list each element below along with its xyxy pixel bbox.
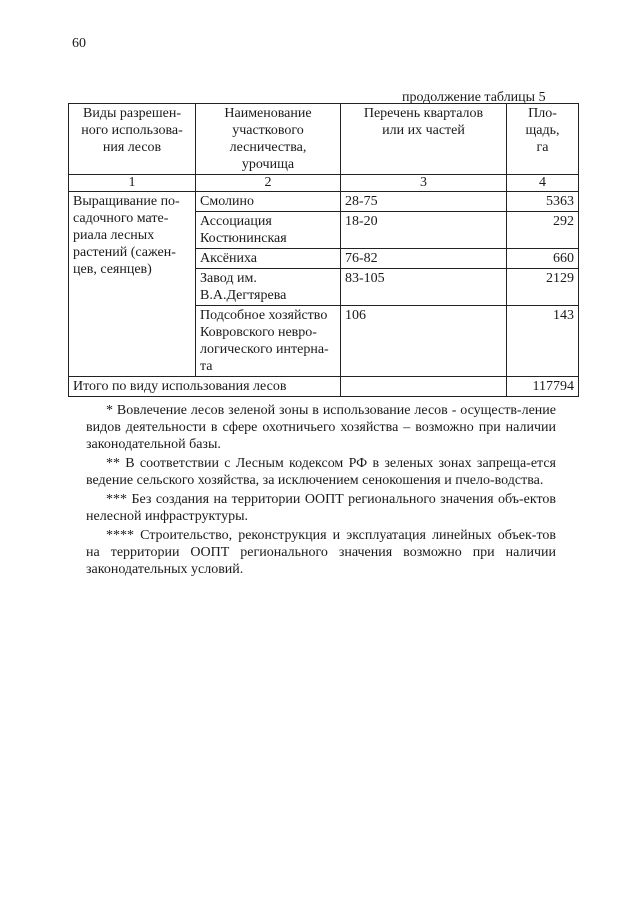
- quarters: 106: [341, 306, 507, 377]
- forestry-name: Завод им. В.А.Дегтярева: [196, 269, 341, 306]
- use-type-cell: Выращивание по- садочного мате- риала лесных растений (сажен- цев, сеянцев): [69, 192, 196, 377]
- quarters: 18-20: [341, 212, 507, 249]
- footnotes: [86, 402, 556, 580]
- column-number: 1: [69, 175, 196, 192]
- page-number: 60: [72, 36, 86, 51]
- forestry-name: Аксёниха: [196, 249, 341, 269]
- total-quarters-empty: [341, 377, 507, 397]
- quarters: 28-75: [341, 192, 507, 212]
- area: 143: [507, 306, 579, 377]
- footnote: **** Строительство, реконструкция и эксплуатация линейных объек-тов на территории ООПТ регионального значения возможно при наличии законодательных условий.: [86, 528, 556, 577]
- column-number: 2: [196, 175, 341, 192]
- header-quarters: Перечень кварталов или их частей: [341, 104, 507, 175]
- area: 5363: [507, 192, 579, 212]
- quarters: 83-105: [341, 269, 507, 306]
- table-header-row: [69, 104, 579, 175]
- area: 2129: [507, 269, 579, 306]
- footnote: *** Без создания на территории ООПТ регионального значения объ-ектов нелесной инфраструктуры.: [86, 492, 556, 524]
- header-use-type: Виды разрешен- ного использова- ния лесов: [69, 104, 196, 175]
- footnote: ** В соответствии с Лесным кодексом РФ в зеленых зонах запреща-ется ведение сельского хозяйства, за исключением сенокошения и пчело-водства.: [86, 456, 556, 488]
- column-number: 4: [507, 175, 579, 192]
- total-area: 117794: [507, 377, 579, 397]
- header-area: Пло- щадь, га: [507, 104, 579, 175]
- forestry-name: Подсобное хозяйство Ковровского невро- логического интерна- та: [196, 306, 341, 377]
- area: 660: [507, 249, 579, 269]
- table-5-continued: [68, 103, 579, 397]
- column-number-row: [69, 175, 579, 192]
- forestry-name: Смолино: [196, 192, 341, 212]
- column-number: 3: [341, 175, 507, 192]
- footnote: * Вовлечение лесов зеленой зоны в использование лесов - осуществ-ление видов деятельности в сфере охотничьего хозяйства – возможно при наличии законодательной базы.: [86, 403, 556, 452]
- total-label: Итого по виду использования лесов: [69, 377, 341, 397]
- total-row: [69, 377, 579, 397]
- quarters: 76-82: [341, 249, 507, 269]
- area: 292: [507, 212, 579, 249]
- forestry-name: Ассоциация Костюнинская: [196, 212, 341, 249]
- header-forestry-name: Наименование участкового лесничества, урочища: [196, 104, 341, 175]
- table-row: [69, 192, 579, 212]
- table-caption: продолжение таблицы 5: [402, 90, 546, 105]
